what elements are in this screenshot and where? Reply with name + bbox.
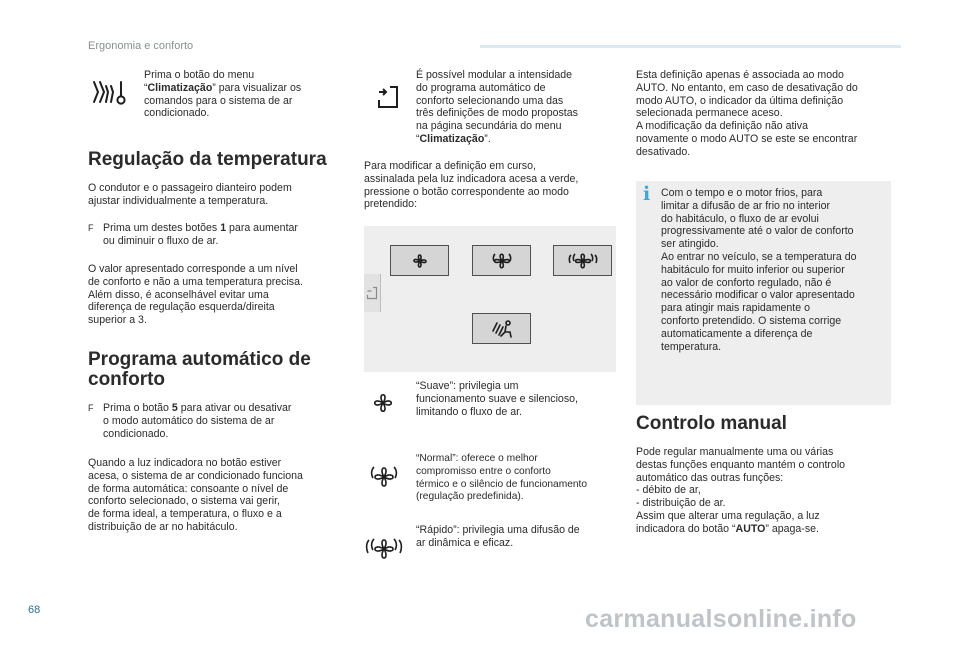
auto-paragraph: Quando a luz indicadora no botão estiver acesa, o sistema de ar condicionado funciona de forma automática: consoante o nível de conforto selecionado, o sistema vai gerir, de forma ideal, a temperatura, o fluxo e a distribuição de ar no habitáculo. bbox=[88, 457, 303, 533]
fan-fast-icon bbox=[568, 251, 598, 271]
normal-mode-button[interactable] bbox=[472, 245, 531, 276]
fan-soft-icon bbox=[370, 390, 396, 416]
temperature-note: O valor apresentado corresponde a um nível de conforto e não a uma temperatura precisa. Além disso, é aconselhável evitar uma diferença de regulação esquerda/direita superior a 3. bbox=[88, 263, 303, 327]
bullet-marker: F bbox=[88, 223, 94, 233]
fan-normal-icon bbox=[367, 463, 401, 491]
info-text: Com o tempo e o motor frios, para limitar a difusão de ar frio no interior do habitáculo, o fluxo de ar evolui progressivamente até o valor de conforto ser atingido. Ao entrar no veículo, se a temperatura do habitáculo for muito inferior ou superior ao valor de conforto regulado, não é necessário modificar o valor apresentado para atingir mais rapidamente o conforto pretendido. O sistema corrige automaticamente a diferença de temperatura. bbox=[661, 187, 857, 353]
soft-mode-description: “Suave”: privilegia um funcionamento suave e silencioso, limitando o fluxo de ar. bbox=[416, 380, 578, 418]
auto-program-heading: Programa automático de conforto bbox=[88, 349, 311, 390]
fast-mode-description: “Rápido”: privilegia uma difusão de ar dinâmica e eficaz. bbox=[416, 524, 580, 549]
secondary-page-icon bbox=[378, 86, 398, 108]
fan-soft-icon bbox=[411, 252, 429, 270]
climate-menu-icon bbox=[92, 80, 128, 106]
manual-control-paragraph: Pode regular manualmente uma ou várias destas funções enquanto mantém o controlo automático das outras funções: - débito de ar, - distribuição de ar. Assim que alterar uma regulação, a luz indicadora do botão “AUTO” apaga-se. bbox=[636, 446, 846, 535]
auto-intensity-intro: É possível modular a intensidade do programa automático de conforto selecionando uma das três definições de modo propostas na página secundária do menu “Climatização”. bbox=[416, 69, 578, 145]
auto-definition-paragraph: Esta definição apenas é associada ao modo AUTO. No entanto, em caso de desativação do modo AUTO, o indicador da última definição selecionada permanece aceso. A modificação da definição não ativa novamente o modo AUTO se este se encontrar desativado. bbox=[636, 69, 858, 158]
watermark: carmanualsonline.info bbox=[585, 605, 857, 633]
panel-side-tab[interactable] bbox=[364, 274, 381, 312]
climate-menu-intro: Prima o botão do menu “Climatização” para visualizar os comandos para o sistema de ar condicionado. bbox=[144, 69, 302, 120]
auto-bullet: F Prima o botão 5 para ativar ou desativar o modo automático do sistema de ar condicionado. bbox=[88, 402, 292, 440]
section-header: Ergonomia e conforto bbox=[88, 40, 194, 52]
fast-mode-button[interactable] bbox=[553, 245, 612, 276]
header-bar bbox=[480, 45, 901, 48]
page-number: 68 bbox=[28, 604, 41, 616]
fan-fast-icon bbox=[364, 534, 404, 564]
secondary-page-icon bbox=[367, 287, 377, 299]
normal-mode-description: “Normal”: oferece o melhor compromisso entre o conforto térmico e o silêncio de funcionamento (regulação predefinida). bbox=[416, 453, 588, 503]
soft-mode-button[interactable] bbox=[390, 245, 449, 276]
bullet-marker: F bbox=[88, 403, 94, 413]
manual-control-heading: Controlo manual bbox=[636, 413, 787, 434]
temperature-heading: Regulação da temperatura bbox=[88, 149, 327, 170]
fan-normal-icon bbox=[490, 251, 514, 271]
auto-seat-button[interactable] bbox=[472, 313, 531, 344]
seat-airflow-icon bbox=[491, 319, 513, 339]
temperature-paragraph: O condutor e o passageiro dianteiro podem ajustar individualmente a temperatura. bbox=[88, 182, 292, 207]
temperature-bullet: F Prima um destes botões 1 para aumentar ou diminuir o fluxo de ar. bbox=[88, 222, 298, 247]
mode-change-paragraph: Para modificar a definição em curso, assinalada pela luz indicadora acesa a verde, pressione o botão correspondente ao modo pretendido: bbox=[364, 160, 579, 211]
info-icon: i bbox=[643, 183, 651, 205]
